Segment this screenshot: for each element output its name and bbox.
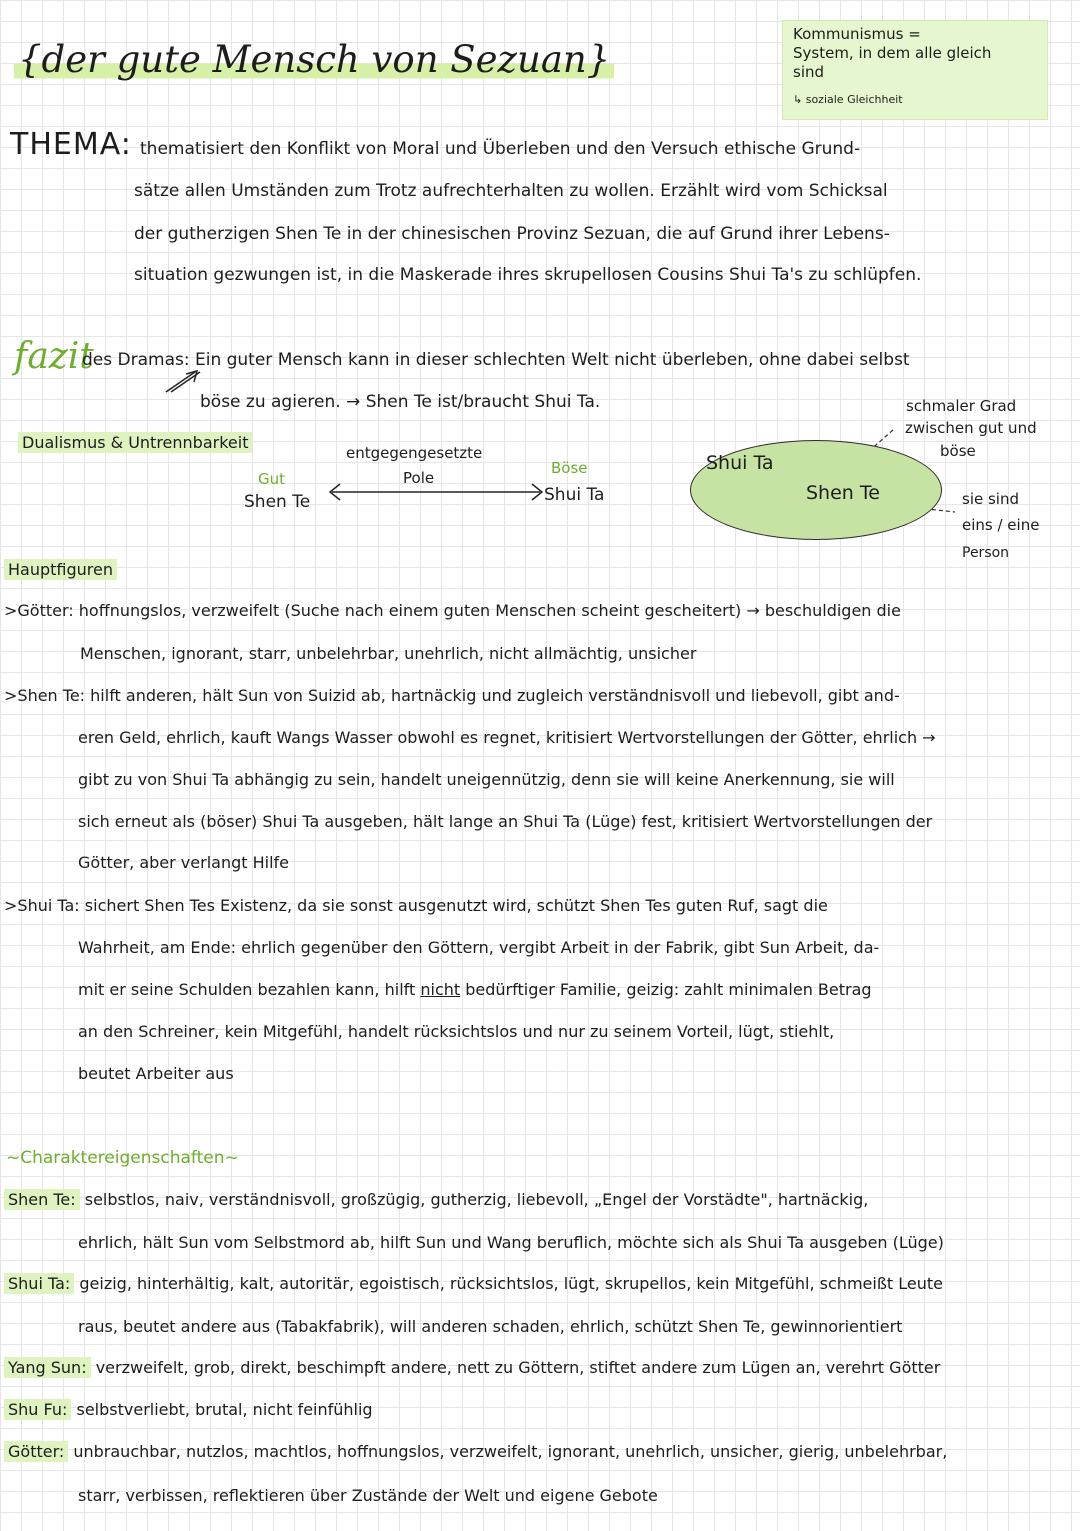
char-goetter-text: starr, verbissen, reflektieren über Zustände der Welt und eigene Gebote xyxy=(78,1486,658,1505)
char-shufu-label: Shu Fu: xyxy=(4,1399,71,1420)
emphasis-nicht: nicht xyxy=(420,980,461,999)
shuita-text: sichert Shen Tes Existenz, da sie sonst ausgenutzt wird, schützt Shen Tes guten Ruf, sagt die xyxy=(84,896,828,915)
one-label: eins / eine xyxy=(962,516,1040,534)
fazit-arrow-line xyxy=(166,372,195,392)
char-shente-label: Shen Te: xyxy=(4,1189,80,1210)
shuita-label: >Shui Ta: xyxy=(4,896,80,915)
char-shuita-entry xyxy=(4,1274,943,1294)
goetter-text: hoffnungslos, verzweifelt (Suche nach einem guten Menschen scheint gescheitert) → beschuldigen die xyxy=(78,601,901,620)
ellipse-label-top: Shui Ta xyxy=(706,452,774,474)
shuita-text: Wahrheit, am Ende: ehrlich gegenüber den Göttern, vergibt Arbeit in der Fabrik, gibt Sun Arbeit, da- xyxy=(78,938,880,957)
char-goetter-text: unbrauchbar, nutzlos, machtlos, hoffnungslos, verzweifelt, ignorant, unehrlich, unsicher, gierig, unbelehrbar, xyxy=(73,1442,948,1461)
thema-label: THEMA: xyxy=(10,127,132,162)
shuita-text: an den Schreiner, kein Mitgefühl, handelt rücksichtslos und nur zu seinem Vorteil, lügt, stiehlt, xyxy=(78,1022,835,1041)
char-shufu-entry xyxy=(4,1400,373,1420)
page-title: {der gute Mensch von Sezuan} xyxy=(14,38,614,82)
char-shufu-text: selbstverliebt, brutal, nicht feinfühlig xyxy=(76,1400,373,1419)
note-line: System, in dem alle gleich xyxy=(793,44,992,62)
shente-text: sich erneut als (böser) Shui Ta ausgeben, hält lange an Shui Ta (Lüge) fest, kritisiert Wertvorstellungen der xyxy=(78,812,933,831)
shente-text: Götter, aber verlangt Hilfe xyxy=(78,853,289,872)
poles-label: Pole xyxy=(403,469,435,487)
goetter-entry xyxy=(4,601,901,621)
charakter-heading: ~Charaktereigenschaften~ xyxy=(6,1148,239,1168)
char-shente-text: ehrlich, hält Sun vom Selbstmord ab, hilft Sun und Wang beruflich, möchte sich als Shui Ta ausgeben (Lüge) xyxy=(78,1233,944,1252)
char-shente-entry xyxy=(4,1190,868,1210)
bad-name: Shui Ta xyxy=(544,485,605,505)
one-label: sie sind xyxy=(962,490,1019,508)
char-yangsun-label: Yang Sun: xyxy=(4,1357,91,1378)
shuita-text: beutet Arbeiter aus xyxy=(78,1064,234,1083)
char-shente-text: selbstlos, naiv, verständnisvoll, großzügig, gutherzig, liebevoll, „Engel der Vorstädte", hartnäckig, xyxy=(84,1190,869,1209)
shente-label: >Shen Te: xyxy=(4,686,86,705)
narrow-label: zwischen gut und xyxy=(905,419,1037,437)
char-goetter-label: Götter: xyxy=(4,1441,68,1462)
goetter-text: Menschen, ignorant, starr, unbelehrbar, unehrlich, nicht allmächtig, unsicher xyxy=(80,644,697,663)
thema-line: thematisiert den Konflikt von Moral und Überleben und den Versuch ethische Grund- xyxy=(140,139,861,159)
char-shuita-text: geizig, hinterhältig, kalt, autoritär, egoistisch, rücksichtslos, lügt, skrupellos, kein Mitgefühl, schmeißt Leute xyxy=(79,1274,943,1293)
shente-text: gibt zu von Shui Ta abhängig zu sein, handelt uneigennützig, denn sie will keine Anerkennung, sie will xyxy=(78,770,895,789)
shente-entry xyxy=(4,686,900,706)
fazit-line: böse zu agieren. → Shen Te ist/braucht Shui Ta. xyxy=(200,392,601,412)
char-yangsun-entry xyxy=(4,1358,940,1378)
narrow-label: schmaler Grad xyxy=(906,397,1017,415)
note-line: Kommunismus = xyxy=(793,25,921,43)
char-yangsun-text: verzweifelt, grob, direkt, beschimpft andere, nett zu Göttern, stiftet andere zum Lügen an, verehrt Götter xyxy=(95,1358,941,1377)
hauptfiguren-heading: Hauptfiguren xyxy=(4,560,117,579)
shente-text: hilft anderen, hält Sun von Suizid ab, hartnäckig und zugleich verständnisvoll und liebevoll, gibt and- xyxy=(90,686,900,705)
one-label: Person xyxy=(962,545,1010,561)
goetter-label: >Götter: xyxy=(4,601,74,620)
char-shuita-text: raus, beutet andere aus (Tabakfabrik), will anderen schaden, ehrlich, schützt Shen Te, gewinnorientiert xyxy=(78,1317,903,1336)
shuita-entry xyxy=(4,896,828,916)
char-goetter-entry xyxy=(4,1442,947,1462)
dualism-label: Dualismus & Untrennbarkeit xyxy=(18,433,252,452)
good-label: Gut xyxy=(258,470,286,488)
note-sub: ↳ soziale Gleichheit xyxy=(793,93,903,106)
thema-line: der gutherzigen Shen Te in der chinesischen Provinz Sezuan, die auf Grund ihrer Lebens- xyxy=(134,224,890,244)
fazit-label: fazit xyxy=(14,336,94,377)
bad-label: Böse xyxy=(551,459,588,477)
thema-line: sätze allen Umständen zum Trotz aufrechterhalten zu wollen. Erzählt wird vom Schicksal xyxy=(134,181,888,201)
char-shuita-label: Shui Ta: xyxy=(4,1273,74,1294)
shente-text: eren Geld, ehrlich, kauft Wangs Wasser obwohl es regnet, kritisiert Wertvorstellungen der Götter, ehrlich → xyxy=(78,728,936,747)
ellipse-label-bottom: Shen Te xyxy=(806,482,880,504)
fazit-line: des Dramas: Ein guter Mensch kann in dieser schlechten Welt nicht überleben, ohne dabei selbst xyxy=(82,350,910,370)
thema-line: situation gezwungen ist, in die Maskerade ihres skrupellosen Cousins Shui Ta's zu schlüpfen. xyxy=(134,265,922,285)
note-line: sind xyxy=(793,63,825,81)
poles-label: entgegengesetzte xyxy=(346,444,483,462)
shuita-text-line: mit er seine Schulden bezahlen kann, hilft nicht bedürftiger Familie, geizig: zahlt minimalen Betrag xyxy=(78,980,872,999)
good-name: Shen Te xyxy=(244,492,311,512)
narrow-label: böse xyxy=(940,442,976,460)
